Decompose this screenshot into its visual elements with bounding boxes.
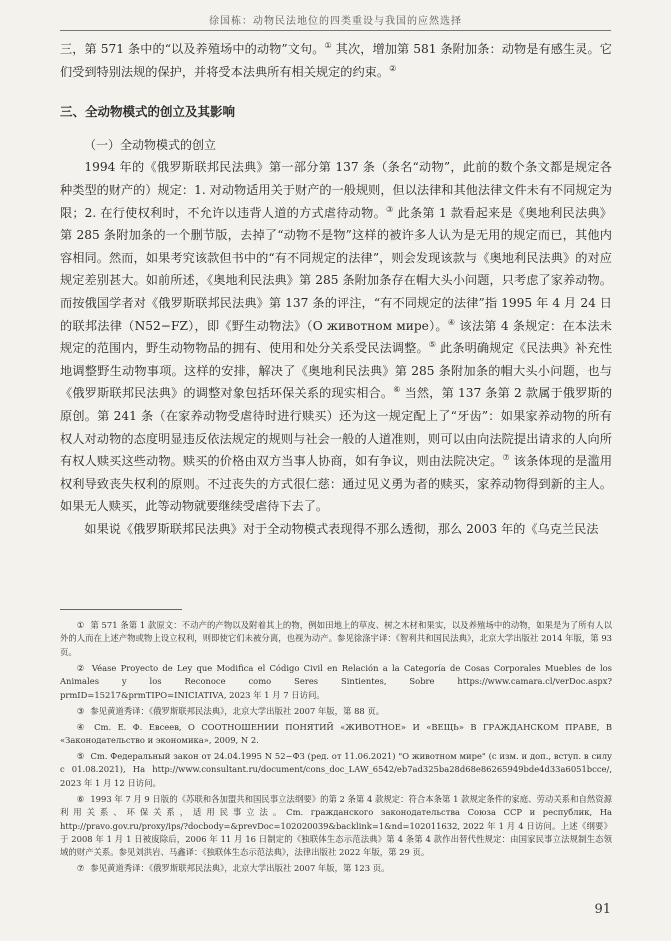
footnote-ref-6[interactable]: ⑥ [393,385,401,395]
subsection-heading: （一）全动物模式的创立 [84,137,217,152]
footnote-3: ③ 参见黄道秀译：《俄罗斯联邦民法典》，北京大学出版社 2007 年版，第 88 页。 [76,705,385,716]
footnote-ref-3[interactable]: ③ [386,204,394,214]
footnote-5: ⑤ Cm. Федеральный закон от 24.04.1995 N 52−ФЗ (ред. от 11.06.2021) "О животном мире" (с изм. и доп., вступ. в силу с 01.08.2021), На http://www.consultant.ru/document/cons_doc_LAW_6542/eb7ad325ba28d68e86265949bde4d33a6051bcce/, 2023 年 1 月 12 日访问。 [60,751,612,788]
paragraph-0: 三，第 571 条中的“以及养殖场中的动物”文句。① 其次，增加第 581 条附加条：动物是有感生灵。它们受到特别法规的保护，并将受本法典所有相关规定的约束。② [60,40,612,79]
footnote-rule [60,609,182,610]
footnote-7: ⑦ 参见黄道秀译：《俄罗斯联邦民法典》，北京大学出版社 2007 年版，第 123 页。 [76,863,390,874]
footnote-4: ④ Cm. E. Φ. Евсеев, О СООТНОШЕНИИ ПОНЯТИЙ «ЖИВОТНОЕ» И «ВЕЩЬ» В ГРАЖДАНСКОМ ПРАВЕ, В «Законодательство и экономика», 2009, N 2. [60,721,612,746]
footnote-ref-2[interactable]: ② [389,63,397,73]
footnote-ref-4[interactable]: ④ [447,317,456,327]
footnotes [60,619,612,878]
paragraph-2: 如果说《俄罗斯联邦民法典》对于全动物模式表现得不那么透彻，那么 2003 年的《乌克兰民法 [84,521,599,536]
article-body [60,38,612,540]
footnote-2: ② Véase Proyecto de Ley que Modifica el Código Civil en Relación a la Categoría de Cosas Corporales Muebles de los Animales y los Reconoce como Seres Sintientes, Sobre https://www.camara.cl/verDoc.aspx?prmID=15217&prmTIPO=INICIATIVA, 2023 年 1 月 7 日访问。 [60,662,612,700]
footnote-ref-1[interactable]: ① [324,40,332,50]
header-rule [60,30,611,31]
page-number: 91 [594,902,611,917]
footnote-1: ① 第 571 条第 1 款原文：不动产的产物以及附着其上的物，例如田地上的草皮、树之木材和果实，以及养殖场中的动物，如果是为了所有人以外的人而在上述产物或物上设立权利，则即使它们未被分离，也视为动产。参见徐涤宇译：《智利共和国民法典》，北京大学出版社 2014 年版，第 93 页。 [60,620,612,657]
footnote-ref-7[interactable]: ⑦ [502,453,510,463]
section-heading: 三、全动物模式的创立及其影响 [60,104,236,120]
running-header: 徐国栋：动物民法地位的四类重设与我国的应然选择 [209,16,462,27]
footnote-ref-5[interactable]: ⑤ [428,340,437,350]
paragraph-1: 1994 年的《俄罗斯联邦民法典》第一部分第 137 条（条名“动物”，此前的数个条文都是规定各种类型的财产的）规定：1. 对动物适用关于财产的一般规则，但以法律和其他法律文件未有不同规定为限；2. 在行使权利时，不允许以违背人道的方式虐待动物。③ 此条第 1 款看起来是《奥地利民法典》第 285 条附加条的一个删节版，去掉了“动物不是物”这样的被许多人认为是无用的规定而已，其他内容相同。然而，如果考究该款但书中的“有不同规定的法律”，则会发现该款与《奥地利民法典》的对应规定差别甚大。如前所述，《奥地利民法典》第 285 条附加条存在帽大头小问题，只考虑了家养动物。而按俄国学者对《俄罗斯联邦民法典》第 137 条的评注，“有不同规定的法律”指 1995 年 4 月 24 日的联邦法律（N52−FZ），即《野生动物法》（О животном мире）。④ 该法第 4 条规定：在本法未规定的范围内，野生动物物品的拥有、使用和处分关系受民法调整。⑤ 此条明确规定《民法典》补充性地调整野生动物事项。这样的安排，解决了《奥地利民法典》第 285 条附加条的帽大头小问题，也与《俄罗斯联邦民法典》的调整对象包括环保关系的现实相合。⑥ 当然，第 137 条第 2 款属于俄罗斯的原创。第 241 条（在家养动物受虐待时进行赎买）还为这一规定配上了“牙齿”：如果家养动物的所有权人对动物的态度明显违反依法规定的规则与社会一般的人道准则，则可以由向法院提出请求的人向所有权人赎买这些动物。赎买的价格由双方当事人协商，如有争议，则由法院决定。⑦ 该条体现的是滥用权利导致丧失权利的原则。不过丧失的方式很仁慈：通过见义勇为者的赎买，家养动物得到新的主人。如果无人赎买，此等动物就要继续受虐待下去了。 [60,160,613,514]
footnote-6: ⑥ 1993 年 7 月 9 日版的《苏联和各加盟共和国民事立法纲要》的第 2 条第 4 款规定：符合本条第 1 款规定条件的家庭、劳动关系和自然资源利用关系、环保关系，适用民事立法。Cm. гражданского законодательства Союза ССР и республик, На http://pravo.gov.ru/proxy/ips/?docbody=&prevDoc=102020039&backlink=1&nd=102011632, 2022 年 1 月 4 日访问。上述《纲要》于 2008 年 1 月 1 日被废除后，2006 年 11 月 16 日制定的《独联体生态示范法典》第 4 条第 4 款作出替代性规定：由国家民事立法规制生态领域的财产关系。参见刘洪岩、马鑫译：《独联体生态示范法典》，法律出版社 2022 年版，第 29 页。 [60,793,612,858]
